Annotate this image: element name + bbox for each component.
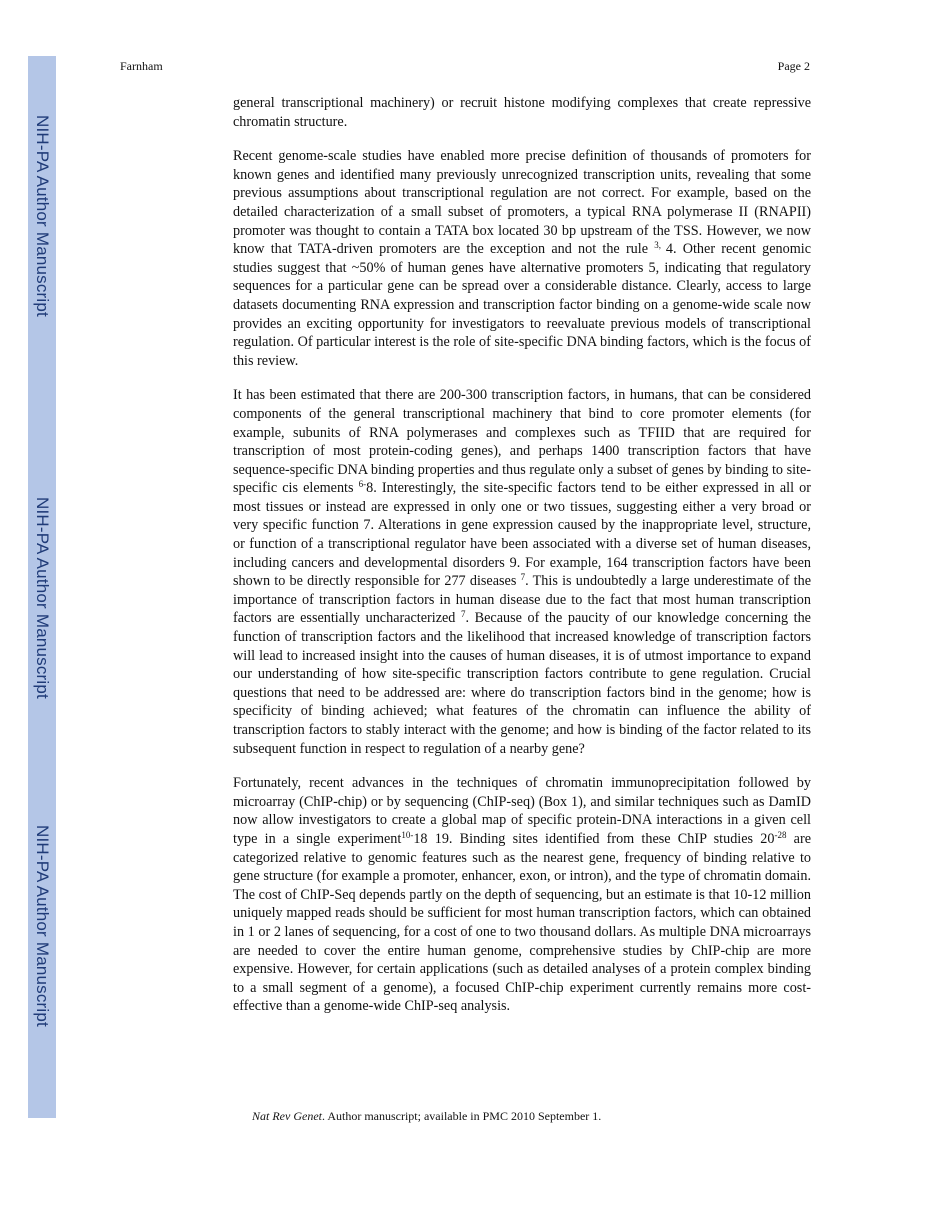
paragraph-4 <box>233 774 811 1016</box>
sidebar-label-text: NIH-PA Author Manuscript <box>33 497 53 699</box>
sidebar-label-text: NIH-PA Author Manuscript <box>33 825 53 1027</box>
paragraph-text: 8. Interestingly, the site-specific factors tend to be either expressed in all or most tissues or instead are expressed in only one or two tissues, suggesting either a very broad or very specific function 7. Alterations in gene expression caused by the inappropriate level, structure, or function of a transcriptional regulator have been associated with a diverse set of human diseases, including cancers and developmental disorders 9. For example, 164 transcription factors have been shown to be directly responsible for 277 diseases <box>233 480 811 590</box>
paragraph-text: Fortunately, recent advances in the techniques of chromatin immunoprecipitation followed by microarray (ChIP-chip) or by sequencing (ChIP-seq) (Box 1), and similar techniques such as DamID now allow investigators to create a global map of specific protein-DNA interactions in a given cell type in a single experiment <box>233 775 811 847</box>
paragraph-text: 18 19. Binding sites identified from these ChIP studies 20 <box>413 830 775 847</box>
citation-superscript: 7 <box>520 572 526 583</box>
citation-superscript: 6- <box>358 479 367 490</box>
paragraph-1 <box>233 94 811 131</box>
citation-superscript: 3, <box>654 240 666 251</box>
citation-superscript: -28 <box>774 829 787 840</box>
paragraph-text: 4. Other recent genomic studies suggest that ~50% of human genes have alternative promoters 5, indicating that regulatory sequences for a particular gene can be spread over a considerable distance. Clearly, access to large datasets documenting RNA expression and transcription factor binding on a genome-wide scale now provides an exciting opportunity for investigators to reevaluate previous models of transcriptional regulation. Of particular interest is the role of site-specific DNA binding factors, which is the focus of this review. <box>233 241 811 369</box>
page-footer <box>252 1109 601 1124</box>
sidebar-label-bottom <box>28 776 56 1076</box>
citation-superscript: 10- <box>401 829 414 840</box>
paragraph-text: are categorized relative to genomic features such as the nearest gene, frequency of binding relative to gene structure (for example a promoter, enhancer, exon, or intron), and the type of chromatin domain. The cost of ChIP-Seq depends partly on the depth of sequencing, but an estimate is that 10-12 million uniquely mapped reads should be sufficient for most human transcription factors, which can obtained in 1 or 2 lanes of sequencing, for a cost of one to two thousand dollars. As multiple DNA microarrays are needed to cover the entire human genome, comprehensive studies by ChIP-chip are more expensive. However, for certain applications (such as detailed analyses of a protein complex binding to a small segment of a genome), a focused ChIP-chip experiment currently remains more cost-effective than a genome-wide ChIP-seq analysis. <box>233 830 811 1015</box>
paragraph-3 <box>233 386 811 758</box>
paragraph-text: It has been estimated that there are 200-300 transcription factors, in humans, that can be considered components of the general transcriptional machinery that bind to core promoter elements (for example, subunits of RNA polymerases and complexes such as TFIID that are required for transcription of most protein-coding genes), and perhaps 1400 transcription factors that have sequence-specific DNA binding properties and thus regulate only a subset of genes by binding to site-specific cis elements <box>233 387 812 497</box>
paragraph-text: Recent genome-scale studies have enabled more precise definition of thousands of promoters for known genes and identified many previously unrecognized transcription units, revealing that some previous assumptions about transcriptional regulation are not correct. For example, based on the detailed characterization of a small subset of promoters, a typical RNA polymerase II (RNAPII) promoter was thought to contain a TATA box located 30 bp upstream of the TSS. However, we now know that TATA-driven promoters are the exception and not the rule <box>233 148 811 258</box>
paragraph-text: . Because of the paucity of our knowledge concerning the function of transcription factors and the likelihood that increased knowledge of transcription factors will lead to increased insight into the causes of human diseases, it is of utmost importance to expand our understanding of how site-specific transcription factors contribute to gene regulation. Crucial questions that need to be addressed are: where do transcription factors bind in the genome; how is specificity of binding achieved; what features of the chromatin can influence the ability of transcription factors to stably interact with the genome; and how is binding of the factor related to its subsequent function in respect to regulation of a nearby gene? <box>233 610 811 757</box>
manuscript-sidebar <box>28 56 56 1118</box>
paragraph-text: . This is undoubtedly a large underestimate of the importance of transcription factors in human disease due to the fact that most human transcription factors are essentially uncharacterized <box>233 573 811 627</box>
citation-superscript: 7 <box>461 609 466 620</box>
article-body <box>233 94 811 1032</box>
page-number: Page 2 <box>777 59 810 73</box>
paragraph-text: general transcriptional machinery) or recruit histone modifying complexes that create repressive chromatin structure. <box>233 95 811 130</box>
sidebar-label-text: NIH-PA Author Manuscript <box>33 115 53 317</box>
sidebar-label-top <box>28 66 56 366</box>
sidebar-label-middle <box>28 448 56 748</box>
paragraph-2 <box>233 147 811 370</box>
journal-name: Nat Rev Genet <box>252 1109 322 1123</box>
running-header-author: Farnham <box>120 59 163 73</box>
footer-text: . Author manuscript; available in PMC 2010 September 1. <box>321 1109 602 1123</box>
